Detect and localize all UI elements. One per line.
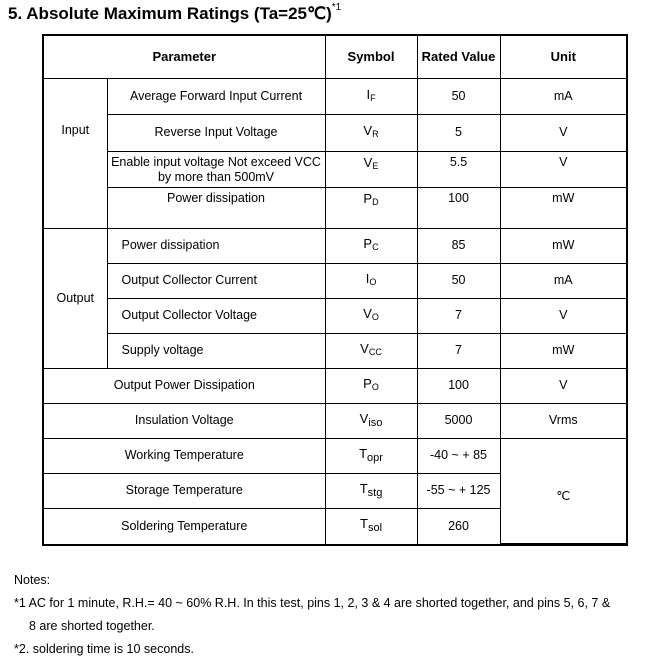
unit-cell: V: [500, 368, 626, 403]
table-row: [44, 187, 626, 228]
section-heading: [8, 4, 341, 24]
symbol-cell: $V_R$: [325, 114, 417, 151]
temperature-unit-cell: ℃: [500, 438, 626, 544]
parameter-cell: Output Collector Current: [107, 263, 325, 298]
unit-cell: V: [500, 114, 626, 151]
table-row: [44, 78, 626, 114]
value-cell: -40 ~ + 85: [417, 438, 500, 473]
parameter-cell: Average Forward Input Current: [107, 78, 325, 114]
unit-cell: Vrms: [500, 403, 626, 438]
section-title: Absolute Maximum Ratings (Ta=25℃): [26, 4, 332, 23]
symbol-cell: $P_C$: [325, 228, 417, 263]
table-header-row: [44, 36, 626, 78]
table-row: [44, 403, 626, 438]
section-note-mark: *1: [331, 2, 342, 14]
unit-cell: mA: [500, 78, 626, 114]
symbol-cell: $V_{CC}$: [325, 333, 417, 368]
header-symbol: Symbol: [325, 36, 417, 78]
symbol-cell: $V_O$: [325, 298, 417, 333]
value-cell: -55 ~ + 125: [417, 473, 500, 508]
value-cell: 5000: [417, 403, 500, 438]
table-row: [44, 151, 626, 187]
symbol-cell: $T_{sol}$: [325, 508, 417, 544]
value-cell: 7: [417, 333, 500, 368]
parameter-cell: Enable input voltage Not exceed VCC by more than 500mV: [107, 151, 325, 187]
parameter-cell: Reverse Input Voltage: [107, 114, 325, 151]
header-parameter: Parameter: [44, 36, 325, 78]
unit-cell: V: [500, 151, 626, 187]
unit-cell: mW: [500, 187, 626, 228]
table-row: [44, 228, 626, 263]
table-row: [44, 368, 626, 403]
table-row: [44, 438, 626, 473]
table-row: [44, 298, 626, 333]
parameter-cell: Supply voltage: [107, 333, 325, 368]
symbol-cell: $I_F$: [325, 78, 417, 114]
ratings-table: [42, 34, 628, 546]
notes: [14, 569, 610, 661]
parameter-cell: Storage Temperature: [44, 473, 325, 508]
parameter-cell: Soldering Temperature: [44, 508, 325, 544]
value-cell: 100: [417, 368, 500, 403]
group-output-label: Output: [44, 228, 107, 368]
section-number: 5.: [8, 4, 23, 23]
table-row: [44, 333, 626, 368]
table-row: [44, 263, 626, 298]
value-cell: 7: [417, 298, 500, 333]
parameter-cell: Insulation Voltage: [44, 403, 325, 438]
value-cell: 85: [417, 228, 500, 263]
note-2: *2. soldering time is 10 seconds.: [14, 642, 194, 656]
symbol-cell: $T_{opr}$: [325, 438, 417, 473]
parameter-cell: Working Temperature: [44, 438, 325, 473]
header-rated-value: Rated Value: [417, 36, 500, 78]
symbol-cell: $P_D$: [325, 187, 417, 228]
value-cell: 50: [417, 263, 500, 298]
unit-cell: mW: [500, 228, 626, 263]
note-1-line-1: *1 AC for 1 minute, R.H.= 40 ~ 60% R.H. In this test, pins 1, 2, 3 & 4 are shorted together, and pins 5, 6, 7 &: [14, 596, 611, 610]
value-cell: 100: [417, 187, 500, 228]
unit-cell: mA: [500, 263, 626, 298]
parameter-cell: Output Collector Voltage: [107, 298, 325, 333]
value-cell: 5.5: [417, 151, 500, 187]
parameter-cell: Power dissipation: [107, 187, 325, 228]
parameter-cell: Output Power Dissipation: [44, 368, 325, 403]
symbol-cell: $T_{stg}$: [325, 473, 417, 508]
symbol-cell: $V_E$: [325, 151, 417, 187]
unit-cell: V: [500, 298, 626, 333]
value-cell: 50: [417, 78, 500, 114]
header-unit: Unit: [500, 36, 626, 78]
symbol-cell: $V_{iso}$: [325, 403, 417, 438]
table-row: [44, 114, 626, 151]
unit-cell: mW: [500, 333, 626, 368]
symbol-cell: $I_O$: [325, 263, 417, 298]
notes-heading: Notes:: [14, 573, 51, 587]
symbol-cell: $P_O$: [325, 368, 417, 403]
parameter-cell: Power dissipation: [107, 228, 325, 263]
note-1-line-2: 8 are shorted together.: [29, 619, 155, 633]
group-input-label: Input: [44, 78, 107, 228]
value-cell: 5: [417, 114, 500, 151]
value-cell: 260: [417, 508, 500, 544]
